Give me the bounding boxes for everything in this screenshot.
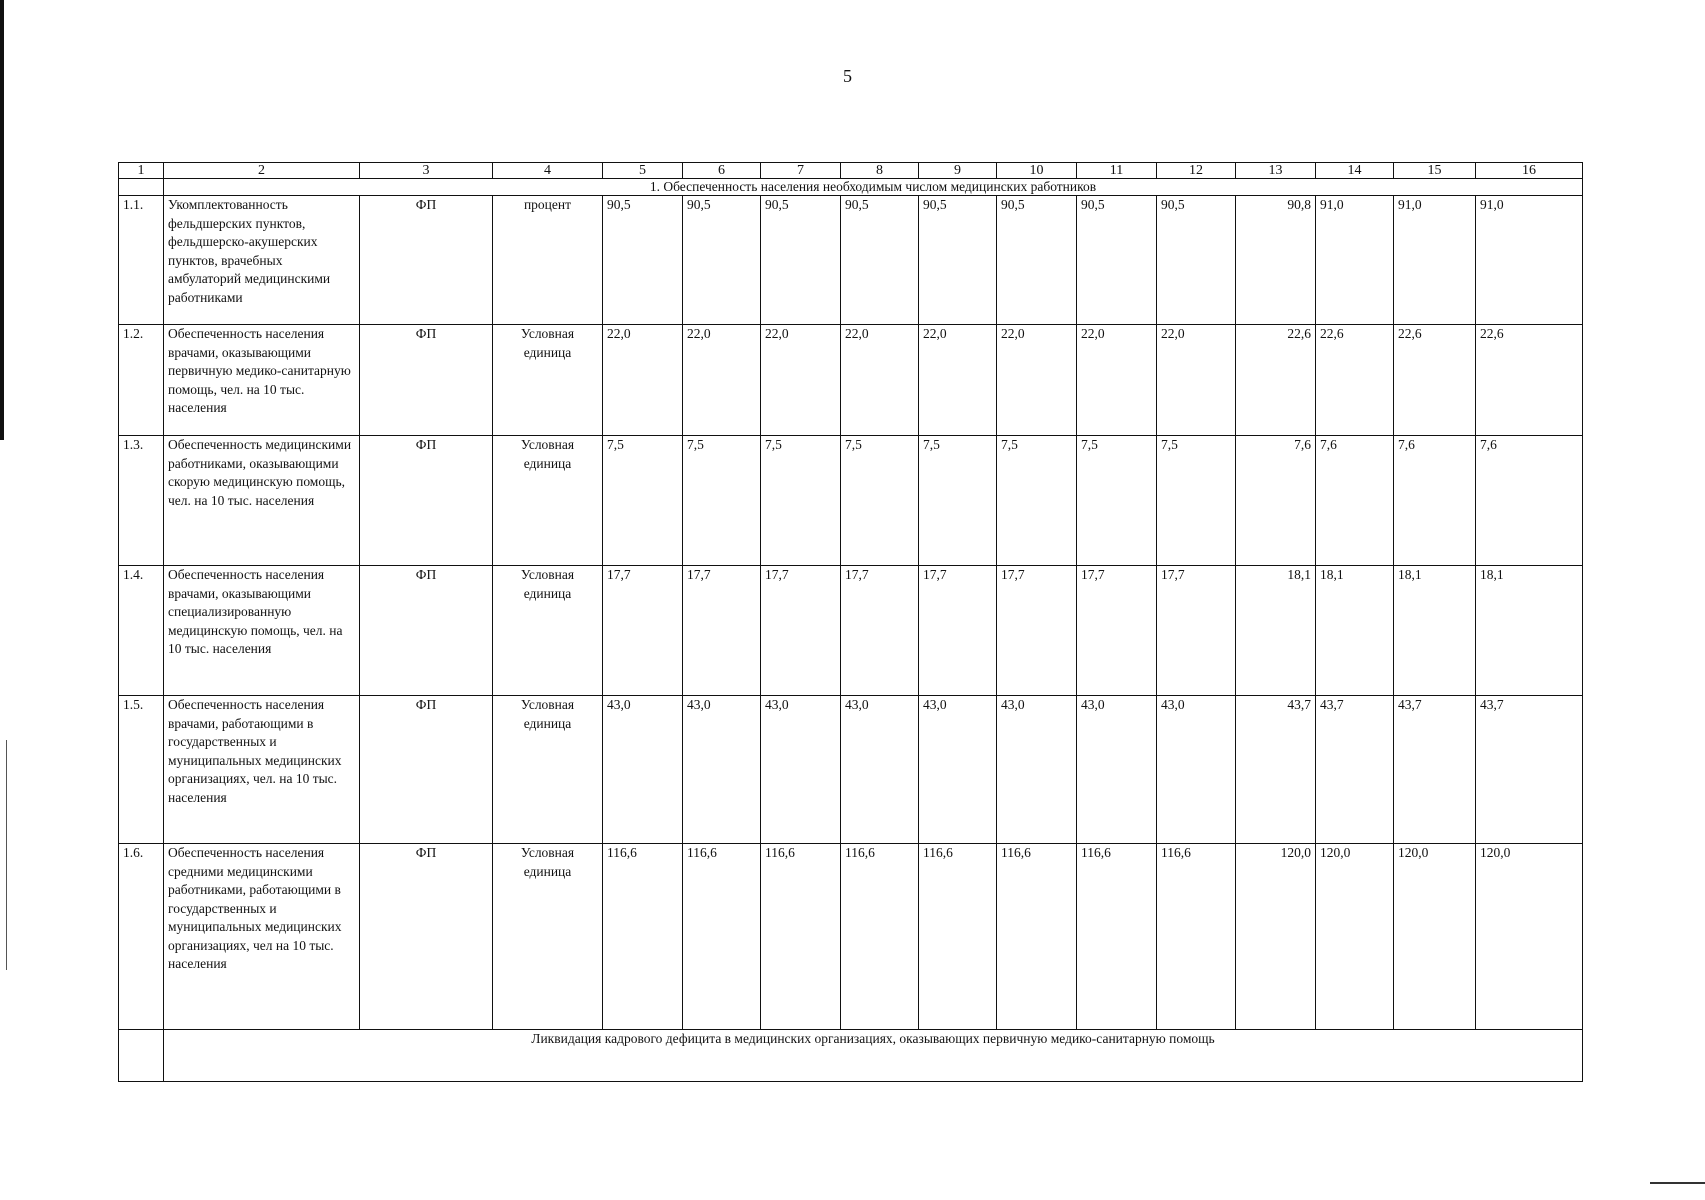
value-cell: 116,6 [919, 844, 997, 1030]
value-cell: 43,0 [997, 696, 1077, 844]
value-cell: 43,7 [1316, 696, 1394, 844]
value-cell: 17,7 [683, 566, 761, 696]
value-cell: 17,7 [761, 566, 841, 696]
value-cell: 43,7 [1476, 696, 1583, 844]
column-number-cell: 15 [1394, 163, 1476, 179]
unit-of-measure: Условная единица [493, 566, 603, 696]
table-row [119, 325, 1583, 436]
indicator-name: Обеспеченность населения врачами, работающими в государственных и муниципальных медицинских организациях, чел. на 10 тыс. населения [164, 696, 360, 844]
value-cell: 90,5 [761, 196, 841, 325]
row-number: 1.3. [119, 436, 164, 566]
value-cell: 17,7 [919, 566, 997, 696]
value-cell: 22,6 [1394, 325, 1476, 436]
value-cell: 7,5 [1077, 436, 1157, 566]
value-cell: 7,5 [841, 436, 919, 566]
value-cell: 22,0 [997, 325, 1077, 436]
row-number: 1.5. [119, 696, 164, 844]
value-cell: 7,5 [997, 436, 1077, 566]
indicator-name: Обеспеченность населения врачами, оказывающими первичную медико-санитарную помощь, чел. на 10 тыс. населения [164, 325, 360, 436]
value-cell: 7,5 [919, 436, 997, 566]
value-cell: 116,6 [761, 844, 841, 1030]
row-number: 1.6. [119, 844, 164, 1030]
table-row [119, 196, 1583, 325]
unit-of-measure: Условная единица [493, 844, 603, 1030]
scan-corner-mark [1650, 1182, 1705, 1184]
value-cell: 17,7 [603, 566, 683, 696]
value-cell: 43,0 [1077, 696, 1157, 844]
scan-left-edge-mark [0, 0, 4, 440]
value-cell: 17,7 [1077, 566, 1157, 696]
scan-left-edge-mark [6, 740, 7, 970]
indicator-code: ФП [360, 436, 493, 566]
table-row [119, 436, 1583, 566]
value-cell: 116,6 [683, 844, 761, 1030]
row-number: 1.2. [119, 325, 164, 436]
indicator-code: ФП [360, 696, 493, 844]
value-cell: 22,6 [1316, 325, 1394, 436]
value-cell: 43,0 [603, 696, 683, 844]
value-cell: 7,6 [1394, 436, 1476, 566]
column-number-cell: 13 [1236, 163, 1316, 179]
column-number-row [119, 163, 1583, 179]
value-cell: 22,0 [1157, 325, 1236, 436]
unit-of-measure: Условная единица [493, 696, 603, 844]
value-cell: 90,5 [1077, 196, 1157, 325]
value-cell: 90,5 [1157, 196, 1236, 325]
indicators-table [118, 162, 1583, 1082]
section-title: 1. Обеспеченность населения необходимым числом медицинских работников [164, 179, 1583, 196]
value-cell: 90,5 [683, 196, 761, 325]
table-row [119, 844, 1583, 1030]
value-cell: 91,0 [1316, 196, 1394, 325]
value-cell: 91,0 [1476, 196, 1583, 325]
value-cell: 43,0 [683, 696, 761, 844]
value-cell: 22,0 [919, 325, 997, 436]
value-cell: 7,5 [1157, 436, 1236, 566]
indicator-code: ФП [360, 566, 493, 696]
value-cell: 90,5 [841, 196, 919, 325]
indicator-code: ФП [360, 325, 493, 436]
column-number-cell: 9 [919, 163, 997, 179]
value-cell: 43,7 [1394, 696, 1476, 844]
value-cell: 22,0 [841, 325, 919, 436]
value-cell: 120,0 [1476, 844, 1583, 1030]
row-number: 1.1. [119, 196, 164, 325]
unit-of-measure: Условная единица [493, 436, 603, 566]
unit-of-measure: Условная единица [493, 325, 603, 436]
unit-of-measure: процент [493, 196, 603, 325]
subsection-title: Ликвидация кадрового дефицита в медицинских организациях, оказывающих первичную медико-санитарную помощь [164, 1030, 1583, 1082]
value-cell: 18,1 [1316, 566, 1394, 696]
column-number-cell: 2 [164, 163, 360, 179]
indicator-name: Укомплектованность фельдшерских пунктов, фельдшерско-акушерских пунктов, врачебных амбулаторий медицинскими работниками [164, 196, 360, 325]
subsection-row [119, 1030, 1583, 1082]
value-cell: 120,0 [1236, 844, 1316, 1030]
indicator-name: Обеспеченность населения средними медицинскими работниками, работающими в государственных и муниципальных медицинских организациях, чел на 10 тыс. населения [164, 844, 360, 1030]
value-cell: 43,0 [1157, 696, 1236, 844]
column-number-cell: 3 [360, 163, 493, 179]
value-cell: 22,0 [1077, 325, 1157, 436]
value-cell: 91,0 [1394, 196, 1476, 325]
value-cell: 43,0 [919, 696, 997, 844]
row-number: 1.4. [119, 566, 164, 696]
value-cell: 43,0 [761, 696, 841, 844]
column-number-cell: 16 [1476, 163, 1583, 179]
value-cell: 43,0 [841, 696, 919, 844]
column-number-cell: 11 [1077, 163, 1157, 179]
indicator-code: ФП [360, 844, 493, 1030]
table-row [119, 566, 1583, 696]
value-cell: 17,7 [841, 566, 919, 696]
value-cell: 90,8 [1236, 196, 1316, 325]
section-row [119, 179, 1583, 196]
value-cell: 22,6 [1236, 325, 1316, 436]
column-number-cell: 14 [1316, 163, 1394, 179]
column-number-cell: 4 [493, 163, 603, 179]
value-cell: 22,6 [1476, 325, 1583, 436]
value-cell: 120,0 [1394, 844, 1476, 1030]
value-cell: 120,0 [1316, 844, 1394, 1030]
subsection-empty-cell [119, 1030, 164, 1082]
value-cell: 116,6 [603, 844, 683, 1030]
value-cell: 7,5 [603, 436, 683, 566]
column-number-cell: 1 [119, 163, 164, 179]
value-cell: 22,0 [683, 325, 761, 436]
value-cell: 18,1 [1476, 566, 1583, 696]
indicator-name: Обеспеченность населения врачами, оказывающими специализированную медицинскую помощь, чел. на 10 тыс. населения [164, 566, 360, 696]
value-cell: 116,6 [997, 844, 1077, 1030]
value-cell: 43,7 [1236, 696, 1316, 844]
value-cell: 116,6 [1077, 844, 1157, 1030]
column-number-cell: 5 [603, 163, 683, 179]
value-cell: 22,0 [603, 325, 683, 436]
value-cell: 90,5 [603, 196, 683, 325]
value-cell: 7,5 [683, 436, 761, 566]
column-number-cell: 6 [683, 163, 761, 179]
value-cell: 18,1 [1236, 566, 1316, 696]
value-cell: 18,1 [1394, 566, 1476, 696]
value-cell: 22,0 [761, 325, 841, 436]
column-number-cell: 7 [761, 163, 841, 179]
table-row [119, 696, 1583, 844]
value-cell: 7,6 [1476, 436, 1583, 566]
value-cell: 17,7 [997, 566, 1077, 696]
column-number-cell: 8 [841, 163, 919, 179]
value-cell: 116,6 [841, 844, 919, 1030]
value-cell: 7,5 [761, 436, 841, 566]
value-cell: 7,6 [1316, 436, 1394, 566]
column-number-cell: 12 [1157, 163, 1236, 179]
value-cell: 7,6 [1236, 436, 1316, 566]
indicator-code: ФП [360, 196, 493, 325]
value-cell: 116,6 [1157, 844, 1236, 1030]
indicator-name: Обеспеченность медицинскими работниками, оказывающими скорую медицинскую помощь, чел. на 10 тыс. населения [164, 436, 360, 566]
column-number-cell: 10 [997, 163, 1077, 179]
section-empty-cell [119, 179, 164, 196]
value-cell: 17,7 [1157, 566, 1236, 696]
value-cell: 90,5 [919, 196, 997, 325]
value-cell: 90,5 [997, 196, 1077, 325]
page-number: 5 [843, 66, 852, 86]
